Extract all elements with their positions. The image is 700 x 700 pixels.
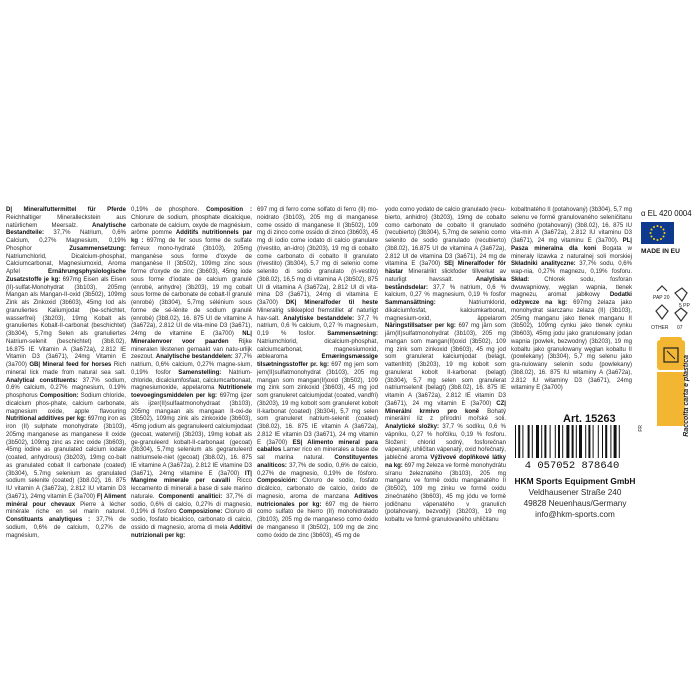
pp-code: 5 PP [679,303,690,309]
column-text: kobaltnatého II (potahovaný) (3b304), 5,7 mg selenu ve formě granulovaného seleničitanu sodného (potahovaný) (3b8.02), 16. 875 IU vita-min A (3a672a), 2.812 IU vitaminu D3 (3a671), 24 mg vitaminu E (3a700). PL| Pasza mineralna dla koni Bogata w minerały lizawka z naturalnej soli morskiej Składniki analityczne: 37,7% sodu, 0,6% wap-nia, 0,27% magnezu, 0,19% fosforu. Skład: Chlorek sodu, fosforan dwuwapniowy, węglan wapnia, tlenek magnezu, aromat jabłkowy Dodatki odżywcze na kg: 697mg żelaza jako monohydrat siarczanu żelaza (II) (3b103), 205mg manganu jako tlenek manganu II (3b502), 109mg cynku jako tlenek cynku (3b603), 45mg jodu jako granulowany jodan wapnia (powlek, bezwodny) (3b203), 19 mg kobaltu jako granulowany węglan kobaltu II (powlekany) (3b304), 5,7 mg selenu jako gra-nulowany selenin sodu (powlekany) (3b8.02), 16. 875 IU witaminy A (3a672a), 2.812 IU witaminy D3 (3a671), 24mg witaminy E (3a700) [511,207,633,392]
text-column-5 [511,207,632,393]
column-text: yodo como yodato de calcio granulado (recu-bierto, anhidro) (3b203), 19mg de cobalto como carbonato de cobalto II granulado (recubierto) (3b304), 5,7mg de selenio como selenito de sodio granulado (recubierto) (3b8.02), 16.875 UI de vitamina A (3a672a), 2.812 UI de vitamina D3 (3a671), 24 mg de vitamina E (3a700) SE| Mineralfoder för hästar Mineralrikt slickfoder tillverkat av naturligt havssalt. Analytiska beståndsdelar: 37,7 % natrium, 0,6 % kalcium, 0,27 % magnesium, 0,19 % fosfor Sammansättning: Natriumklorid, dikalciumfosfat, kalciumkarbonat, magnesium-oxid, äppelarom Näringstillsatser per kg: 697 mg järn som järn(II)sulfatmonohydrat (3b103), 205 mg mangan som mangan(II)oxid (3b502), 109 mg zink som zinkoxid (3b603), 45 mg jod som granulerat kalciumjodat (belagt, vattenfritt) (3b203), 19 mg kobolt som granulerat kobolt II-karbonat (belagt) (3b304), 5,7 mg selen som granulerat natriumselenit (belagt) (3b8.02), 16. 875 IE vitamin A (3a672a), 2.812 IE vitamin D3 (3a671), 24 mg vitamin E (3a700) CZ| Minerální krmivo pro koně Bohatý minerální liz z přírodní mořské soli. Analytické složky: 37,7 % sodíku, 0,6 % vápníku, 0,27 % hořčíku, 0,19 % fosforu. Složení: chlorid sodný, fosforečnan vápenatý, uhličitan vápenatý, oxid hořečnatý, jablečné aroma Výživové doplňkové látky na kg: 697 mg železa ve formě monohydrátu síranu železnatého (3b103), 205 mg manganu ve formě oxidu manganatého II (3b502), 109 mg zinku ve formě oxidu zinečnatého (3b603), 45 mg jódu ve formě jodičnanu vápenatého v granulích (potahovaný, bezvodý) (3b203), 19 mg kobaltu ve formě granulovaného uhličitanu [385,207,507,523]
other-code: OTHER [651,325,669,331]
column-text: 697 mg di ferro come solfato di ferro (II) mo-noidrato (3b103), 205 mg di manganese come ossido di manganese II (3b502), 109 mg di zinco come ossido di zinco (3b603), 45 mg di iodio come iodato di calcio granulare (rivestito, an-idro) (3b203), 19 mg di cobalto come carbonato di cobalto II granulato (rivestito) (3b304), 5,7 mg di selenio come selenito di sodio granulato (ri-vestito) (3b8.02), 16,5 mg di vitamina A (3b502), 875 UI di vitamina A (3a672a), 2.812 UI di vita-mina D3 (3a671), 24mg di vitamina E (3a700) DK| Mineralfoder til heste Mineralrig slikkeplod fremstillet af naturligt hav-salt. Analytiske bestanddele: 37,7 % natrium, 0,6 % calcium, 0,27 % magnesium, 0,19 % fosfor. Sammensætning: Natriumchlorid, dicalcium-phosphat, calciumcarbonat, magnesiumoxid, æblearoma Ernæringsmæssige tilsætningsstoffer pr. kg: 697 mg jern som jern(II)sulfatmonohydrat (3b103), 205 mg mangan som mangan(II)oxid (3b502), 109 mg zink som zinkoxid (3b603), 45 mg jod som granuleret calciumjodat (coated, vandfri) (3b203), 19 mg kobolt som granuleret kobolt II-karbonat (coated) (3b304), 5,7 mg selen som granuleret natrium-selenit (coated) (3b8.02), 16. 875 IE vitamin A (3a672a), 2.812 IE vitamin D3 (3a671), 24 mg vitamin E (3a700) ES| Alimento mineral para caballos Lamer rico en minerales a base de sal marina natural. Constituyentes analíticos: 37,7% de sodio, 0,6% de calcio, 0,27% de magnesio, 0,19% de fósforo. Composición: Cloruro de sodio, fosfato dicálcico, carbonato de calcio, óxido de magnesio, aroma de manzana Aditivos nutricionales por kg: 697 mg de hierro como sulfato de hierro (II) monohidratado (3b103), 205 mg de manganeso como óxido de manganeso II (3b502), 109 mg de zinc como óxido de zinc (3b603), 45 mg de [257,207,379,539]
company-street: Veldhausener Straße 240 [528,488,622,497]
company-address [513,476,637,520]
barcode-digits: 4 057052 878640 [524,460,620,469]
text-column-3 [257,207,378,540]
article-number: Art. 15263 [563,413,616,425]
barcode [507,423,637,469]
country-tag: FR [638,425,644,432]
column-text: D| Mineralfuttermittel für Pferde Reichhaltiger Mineralleckstein aus natürlichem Meersalz. Analytische Bestandteile: 37,7% Natrium, 0,6% Calcium, 0,27% Magnesium, 0,19% Phosphor Zusammensetzung: Natriumchlorid, Dicalcium-phosphat, Calciumcarbonat, Magnesiumoxid, Aroma Apfel Ernährungsphysiologische Zusatzstoffe je kg: 697mg Eisen als Eisen (II)-sulfat-Monohydrat (3b103), 205mg Mangan als Mangan-II-oxid (3b502), 109mg Zink als Zinkoxid (3b603), 45mg Iod als granuliertes Kaliumjodat (be-schichtet, wasserfrei) (3b203), 19mg Kobalt als granuliertes Kobalt-II-carbonat (beschichtet) (3b304), 5,7mg Selen als granuliertes Natrium-selenit (beschichtet) (3b8.02), 16.875 IE Vitamin A (3a672a), 2.812 IE Vitamin D3 (3a671), 24mg Vitamin E (3a700) GB| Mineral feed for horses Rich mineral lick made from natural sea salt. Analytical constituents: 37.7% sodium, 0.6% calcium, 0.27% magnesium, 0.19% phosphorus Composition: Sodium chloride, dicalcium phos-phate, calcium carbonate, magnesium oxide, apple flavouring Nutritional additives per kg: 697mg iron as iron (II) sulphate monohydrate (3b103), 205mg manganese as manganese II oxide (3b502), 109mg zinc as zinc oxide (3b603), 45mg iodine as granulated calcium iodate (coated, anhydrous) (3b203), 19mg co-balt as granulated cobalt II carbonate (coated) (3b304), 5.7mg selenium as granulated sodium selenite (coated) (3b8.02), 16. 875 IU vitamin A (3a672a), 2.812 IU vitamin D3 (3a671), 24mg vitamin E (3a700) F| Aliment minéral pour chevaux Pierre à lécher minérale riche en sel marin naturel. Constituants analytiques : 37,7% de sodium, 0,6% de calcium, 0,27% de magnésium, [6,207,127,539]
text-column-4 [385,207,506,525]
company-name: HKM Sports Equipment GmbH [514,476,636,486]
text-column-1 [6,207,126,540]
column-text: 0,19% de phosphore. Composition : Chlorure de sodium, phosphate dicalcique, carbonate de calcium, oxyde de magnésium, arôme pomme Additifs nutritionnels par kg : 697mg de fer sous forme de sulfate ferreux mono-hydraté (3b103), 205mg manganèse sous forme d'oxyde de manganèse II (3b502), 109mg zinc sous forme d'oxyde de zinc (3b603), 45mg iode sous forme d'iodate de calcium granulé (enrobé, anhydre) (3b203), 19 mg cobalt sous forme de carbonate de cobalt-II granulé (enrobé) (3b304), 5,7mg sélénium sous forme de sé-lénite de sodium granulé (enrobé) (3b8.02), 16. 875 UI de vitamine A (3a672a), 2.812 UI de vita-mine D3 (3a671), 24mg de vitamine E (3a700) NL| Mineralenvoer voor paarden Rijke mineralen likstenen gemaakt van natu-urlijk zeezout. Analytische bestanddelen: 37,7% natrium, 0,6% calcium, 0,27% magne-sium, 0,19% fosfor Samenstelling: Natrium-chloride, dicalciumfosfaat, calciumcarbonaat, magnesiumoxide, appelaroma Nutritionele toevoegingsmiddelen per kg: 697mg ijzer als ijzer(II)sulfaatmonohydraat (3b103), 205mg mangaan als mangaan II-oxi-de (3b502), 109mg zink als zinkoxide (3b603), 45mg jodium als gegranuleerd calciumjodaat (gecoat, watervrij) (3b203), 19mg kobalt als ge-granuleerd kobalt-II-carbonaat (gecoat) (3b304), 5,7mg selenium als gegranuleerd natriumsele-niet (gecoat) (3b8.02), 16. 875 IE vitamine A (3a672a), 2.812 IE vitamine D3 (3a671), 24mg vitamine E (3a700) IT| Mangime minerale per cavalli Ricco leccamento di minerali a base di sale marino naturale. Componenti analitici: 37,7% di sodio, 0,6% di calcio, 0,27% di magnesio, 0,19% di fosforo Composizione: Cloruro di sodio, fosfato bicalcico, carbonato di calcio, ossido di magnesio, aroma di mela Additivi nutrizionali per kg: [131,207,252,539]
text-column-2 [131,207,252,540]
eu-flag-icon [641,222,674,244]
code-07: 07 [677,325,683,331]
company-city: 49828 Neuenhaus/Germany [523,499,627,508]
recycling-instruction: Raccolta carta e plastica [683,355,690,437]
pap-code: PAP 20 [653,295,670,301]
made-in-label: MADE IN EU [641,248,680,255]
company-email[interactable]: info@hkm-sports.com [535,510,615,519]
eu-registration-code: α EL 420 0004 [641,209,692,218]
